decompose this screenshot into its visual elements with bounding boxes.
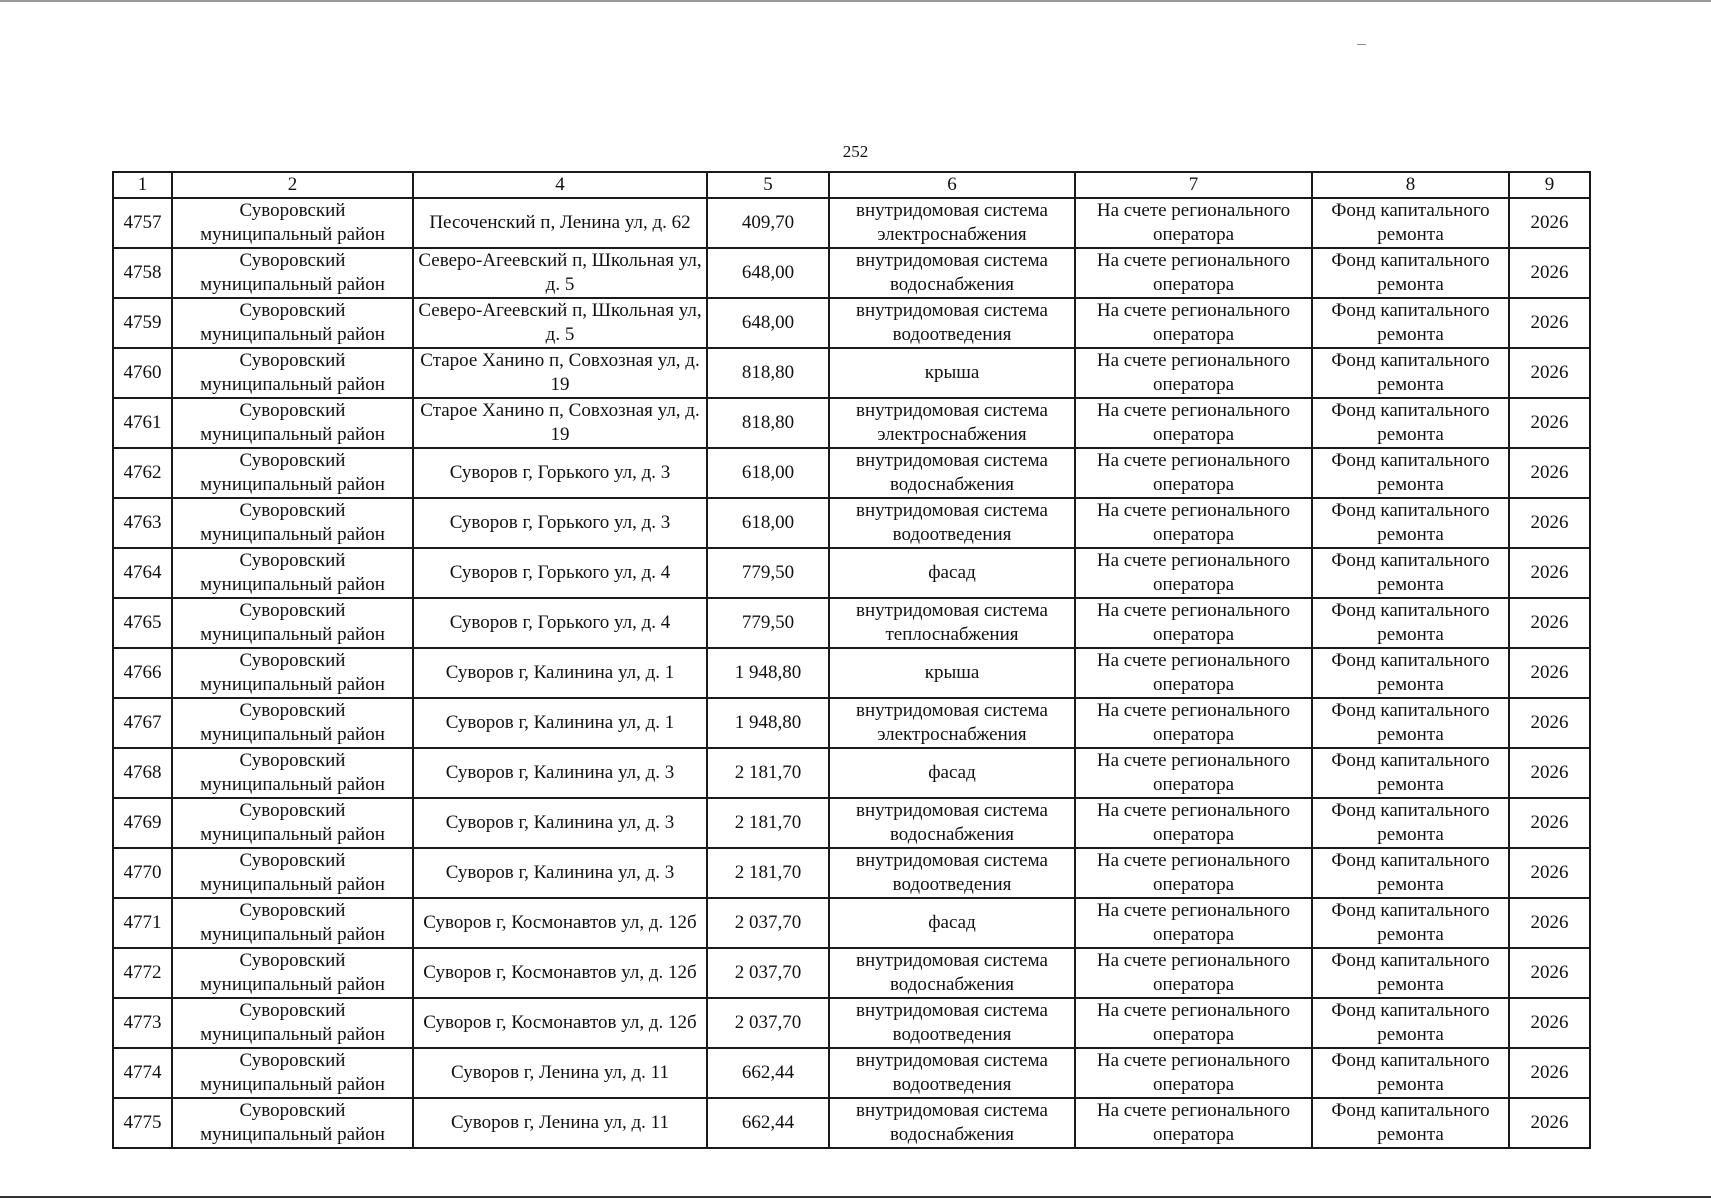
funding-account-cell: На счете регионального оператора (1075, 898, 1312, 948)
work-type-cell: внутридомовая система водоотведения (829, 498, 1075, 548)
address-cell: Суворов г, Ленина ул, д. 11 (413, 1048, 707, 1098)
row-number-cell: 4760 (113, 348, 172, 398)
funding-account-cell: На счете регионального оператора (1075, 398, 1312, 448)
funding-source-cell: Фонд капитального ремонта (1312, 198, 1509, 248)
funding-account-cell: На счете регионального оператора (1075, 548, 1312, 598)
district-cell: Суворовский муниципальный район (172, 398, 413, 448)
table-header (113, 172, 1590, 198)
year-cell: 2026 (1509, 948, 1590, 998)
address-cell: Суворов г, Горького ул, д. 3 (413, 448, 707, 498)
work-type-cell: фасад (829, 748, 1075, 798)
funding-account-cell: На счете регионального оператора (1075, 348, 1312, 398)
funding-source-cell: Фонд капитального ремонта (1312, 798, 1509, 848)
area-cell: 662,44 (707, 1048, 829, 1098)
area-cell: 409,70 (707, 198, 829, 248)
funding-source-cell: Фонд капитального ремонта (1312, 598, 1509, 648)
row-number-cell: 4765 (113, 598, 172, 648)
district-cell: Суворовский муниципальный район (172, 648, 413, 698)
year-cell: 2026 (1509, 498, 1590, 548)
area-cell: 1 948,80 (707, 698, 829, 748)
address-cell: Суворов г, Горького ул, д. 4 (413, 598, 707, 648)
address-cell: Суворов г, Горького ул, д. 4 (413, 548, 707, 598)
funding-account-cell: На счете регионального оператора (1075, 1048, 1312, 1098)
district-cell: Суворовский муниципальный район (172, 998, 413, 1048)
work-type-cell: внутридомовая система водоотведения (829, 1048, 1075, 1098)
work-type-cell: внутридомовая система водоснабжения (829, 798, 1075, 848)
year-cell: 2026 (1509, 748, 1590, 798)
funding-source-cell: Фонд капитального ремонта (1312, 948, 1509, 998)
address-cell: Суворов г, Космонавтов ул, д. 12б (413, 998, 707, 1048)
district-cell: Суворовский муниципальный район (172, 198, 413, 248)
row-number-cell: 4774 (113, 1048, 172, 1098)
work-type-cell: внутридомовая система водоотведения (829, 998, 1075, 1048)
funding-account-cell: На счете регионального оператора (1075, 248, 1312, 298)
area-cell: 779,50 (707, 598, 829, 648)
district-cell: Суворовский муниципальный район (172, 1048, 413, 1098)
year-cell: 2026 (1509, 398, 1590, 448)
row-number-cell: 4770 (113, 848, 172, 898)
funding-source-cell: Фонд капитального ремонта (1312, 398, 1509, 448)
row-number-cell: 4764 (113, 548, 172, 598)
work-type-cell: внутридомовая система электроснабжения (829, 398, 1075, 448)
row-number-cell: 4771 (113, 898, 172, 948)
year-cell: 2026 (1509, 248, 1590, 298)
header-cell-col-7: 7 (1075, 172, 1312, 198)
address-cell: Старое Ханино п, Совхозная ул, д. 19 (413, 348, 707, 398)
address-cell: Суворов г, Калинина ул, д. 1 (413, 698, 707, 748)
work-type-cell: крыша (829, 648, 1075, 698)
district-cell: Суворовский муниципальный район (172, 348, 413, 398)
table-row (113, 698, 1590, 748)
address-cell: Суворов г, Космонавтов ул, д. 12б (413, 948, 707, 998)
district-cell: Суворовский муниципальный район (172, 548, 413, 598)
year-cell: 2026 (1509, 798, 1590, 848)
table-row (113, 798, 1590, 848)
work-type-cell: внутридомовая система водоотведения (829, 298, 1075, 348)
address-cell: Суворов г, Калинина ул, д. 3 (413, 798, 707, 848)
district-cell: Суворовский муниципальный район (172, 298, 413, 348)
header-cell-col-8: 8 (1312, 172, 1509, 198)
header-cell-col-1: 1 (113, 172, 172, 198)
year-cell: 2026 (1509, 448, 1590, 498)
row-number-cell: 4757 (113, 198, 172, 248)
address-cell: Суворов г, Калинина ул, д. 3 (413, 748, 707, 798)
funding-account-cell: На счете регионального оператора (1075, 648, 1312, 698)
work-type-cell: внутридомовая система водоснабжения (829, 448, 1075, 498)
row-number-cell: 4758 (113, 248, 172, 298)
address-cell: Северо-Агеевский п, Школьная ул, д. 5 (413, 298, 707, 348)
funding-source-cell: Фонд капитального ремонта (1312, 1098, 1509, 1148)
funding-source-cell: Фонд капитального ремонта (1312, 748, 1509, 798)
district-cell: Суворовский муниципальный район (172, 598, 413, 648)
area-cell: 662,44 (707, 1098, 829, 1148)
area-cell: 779,50 (707, 548, 829, 598)
table-row (113, 598, 1590, 648)
funding-source-cell: Фонд капитального ремонта (1312, 498, 1509, 548)
year-cell: 2026 (1509, 298, 1590, 348)
area-cell: 2 181,70 (707, 748, 829, 798)
address-cell: Песоченский п, Ленина ул, д. 62 (413, 198, 707, 248)
funding-source-cell: Фонд капитального ремонта (1312, 698, 1509, 748)
work-type-cell: внутридомовая система электроснабжения (829, 198, 1075, 248)
area-cell: 1 948,80 (707, 648, 829, 698)
table-row (113, 248, 1590, 298)
table-row (113, 948, 1590, 998)
table-row (113, 298, 1590, 348)
work-type-cell: внутридомовая система электроснабжения (829, 698, 1075, 748)
area-cell: 618,00 (707, 448, 829, 498)
funding-source-cell: Фонд капитального ремонта (1312, 298, 1509, 348)
funding-source-cell: Фонд капитального ремонта (1312, 448, 1509, 498)
scan-speck (1357, 44, 1366, 45)
table-row (113, 548, 1590, 598)
scan-bottom-edge-line (0, 1196, 1711, 1198)
table-row (113, 1098, 1590, 1148)
table-row (113, 348, 1590, 398)
address-cell: Суворов г, Горького ул, д. 3 (413, 498, 707, 548)
year-cell: 2026 (1509, 348, 1590, 398)
address-cell: Суворов г, Космонавтов ул, д. 12б (413, 898, 707, 948)
row-number-cell: 4775 (113, 1098, 172, 1148)
address-cell: Суворов г, Калинина ул, д. 3 (413, 848, 707, 898)
funding-account-cell: На счете регионального оператора (1075, 698, 1312, 748)
address-cell: Суворов г, Калинина ул, д. 1 (413, 648, 707, 698)
work-type-cell: внутридомовая система водоснабжения (829, 248, 1075, 298)
table-row (113, 748, 1590, 798)
table-row (113, 898, 1590, 948)
funding-source-cell: Фонд капитального ремонта (1312, 848, 1509, 898)
funding-account-cell: На счете регионального оператора (1075, 448, 1312, 498)
year-cell: 2026 (1509, 648, 1590, 698)
year-cell: 2026 (1509, 698, 1590, 748)
year-cell: 2026 (1509, 198, 1590, 248)
header-cell-col-5: 5 (707, 172, 829, 198)
area-cell: 818,80 (707, 398, 829, 448)
area-cell: 818,80 (707, 348, 829, 398)
capital-repair-table (112, 171, 1591, 1149)
funding-source-cell: Фонд капитального ремонта (1312, 548, 1509, 598)
scan-top-edge-line (0, 0, 1711, 2)
funding-account-cell: На счете регионального оператора (1075, 948, 1312, 998)
row-number-cell: 4769 (113, 798, 172, 848)
work-type-cell: фасад (829, 898, 1075, 948)
year-cell: 2026 (1509, 848, 1590, 898)
page-number: 252 (842, 142, 869, 161)
year-cell: 2026 (1509, 898, 1590, 948)
area-cell: 648,00 (707, 298, 829, 348)
table-row (113, 1048, 1590, 1098)
address-cell: Суворов г, Ленина ул, д. 11 (413, 1098, 707, 1148)
district-cell: Суворовский муниципальный район (172, 1098, 413, 1148)
row-number-cell: 4772 (113, 948, 172, 998)
area-cell: 2 037,70 (707, 998, 829, 1048)
district-cell: Суворовский муниципальный район (172, 498, 413, 548)
district-cell: Суворовский муниципальный район (172, 848, 413, 898)
funding-account-cell: На счете регионального оператора (1075, 498, 1312, 548)
funding-account-cell: На счете регионального оператора (1075, 1098, 1312, 1148)
funding-source-cell: Фонд капитального ремонта (1312, 1048, 1509, 1098)
work-type-cell: внутридомовая система водоснабжения (829, 1098, 1075, 1148)
year-cell: 2026 (1509, 998, 1590, 1048)
funding-source-cell: Фонд капитального ремонта (1312, 248, 1509, 298)
district-cell: Суворовский муниципальный район (172, 248, 413, 298)
row-number-cell: 4762 (113, 448, 172, 498)
district-cell: Суворовский муниципальный район (172, 698, 413, 748)
funding-source-cell: Фонд капитального ремонта (1312, 998, 1509, 1048)
row-number-cell: 4767 (113, 698, 172, 748)
header-cell-col-4: 4 (413, 172, 707, 198)
area-cell: 648,00 (707, 248, 829, 298)
area-cell: 2 037,70 (707, 948, 829, 998)
area-cell: 2 181,70 (707, 848, 829, 898)
work-type-cell: внутридомовая система теплоснабжения (829, 598, 1075, 648)
table-row (113, 448, 1590, 498)
table-body (113, 198, 1590, 1148)
area-cell: 2 037,70 (707, 898, 829, 948)
funding-account-cell: На счете регионального оператора (1075, 598, 1312, 648)
table-row (113, 398, 1590, 448)
table-row (113, 998, 1590, 1048)
table-row (113, 198, 1590, 248)
table-row (113, 498, 1590, 548)
funding-account-cell: На счете регионального оператора (1075, 798, 1312, 848)
row-number-cell: 4761 (113, 398, 172, 448)
table-row (113, 648, 1590, 698)
year-cell: 2026 (1509, 1098, 1590, 1148)
district-cell: Суворовский муниципальный район (172, 898, 413, 948)
row-number-cell: 4768 (113, 748, 172, 798)
header-row (113, 172, 1590, 198)
header-cell-col-2: 2 (172, 172, 413, 198)
work-type-cell: внутридомовая система водоснабжения (829, 948, 1075, 998)
row-number-cell: 4766 (113, 648, 172, 698)
district-cell: Суворовский муниципальный район (172, 948, 413, 998)
address-cell: Старое Ханино п, Совхозная ул, д. 19 (413, 398, 707, 448)
year-cell: 2026 (1509, 548, 1590, 598)
year-cell: 2026 (1509, 1048, 1590, 1098)
work-type-cell: крыша (829, 348, 1075, 398)
work-type-cell: внутридомовая система водоотведения (829, 848, 1075, 898)
header-cell-col-9: 9 (1509, 172, 1590, 198)
year-cell: 2026 (1509, 598, 1590, 648)
capital-repair-table-container (112, 171, 1589, 1149)
header-cell-col-6: 6 (829, 172, 1075, 198)
funding-account-cell: На счете регионального оператора (1075, 298, 1312, 348)
district-cell: Суворовский муниципальный район (172, 798, 413, 848)
area-cell: 618,00 (707, 498, 829, 548)
address-cell: Северо-Агеевский п, Школьная ул, д. 5 (413, 248, 707, 298)
funding-account-cell: На счете регионального оператора (1075, 848, 1312, 898)
funding-source-cell: Фонд капитального ремонта (1312, 348, 1509, 398)
table-row (113, 848, 1590, 898)
funding-account-cell: На счете регионального оператора (1075, 198, 1312, 248)
funding-account-cell: На счете регионального оператора (1075, 998, 1312, 1048)
district-cell: Суворовский муниципальный район (172, 748, 413, 798)
district-cell: Суворовский муниципальный район (172, 448, 413, 498)
funding-account-cell: На счете регионального оператора (1075, 748, 1312, 798)
funding-source-cell: Фонд капитального ремонта (1312, 898, 1509, 948)
funding-source-cell: Фонд капитального ремонта (1312, 648, 1509, 698)
row-number-cell: 4759 (113, 298, 172, 348)
work-type-cell: фасад (829, 548, 1075, 598)
row-number-cell: 4773 (113, 998, 172, 1048)
area-cell: 2 181,70 (707, 798, 829, 848)
row-number-cell: 4763 (113, 498, 172, 548)
